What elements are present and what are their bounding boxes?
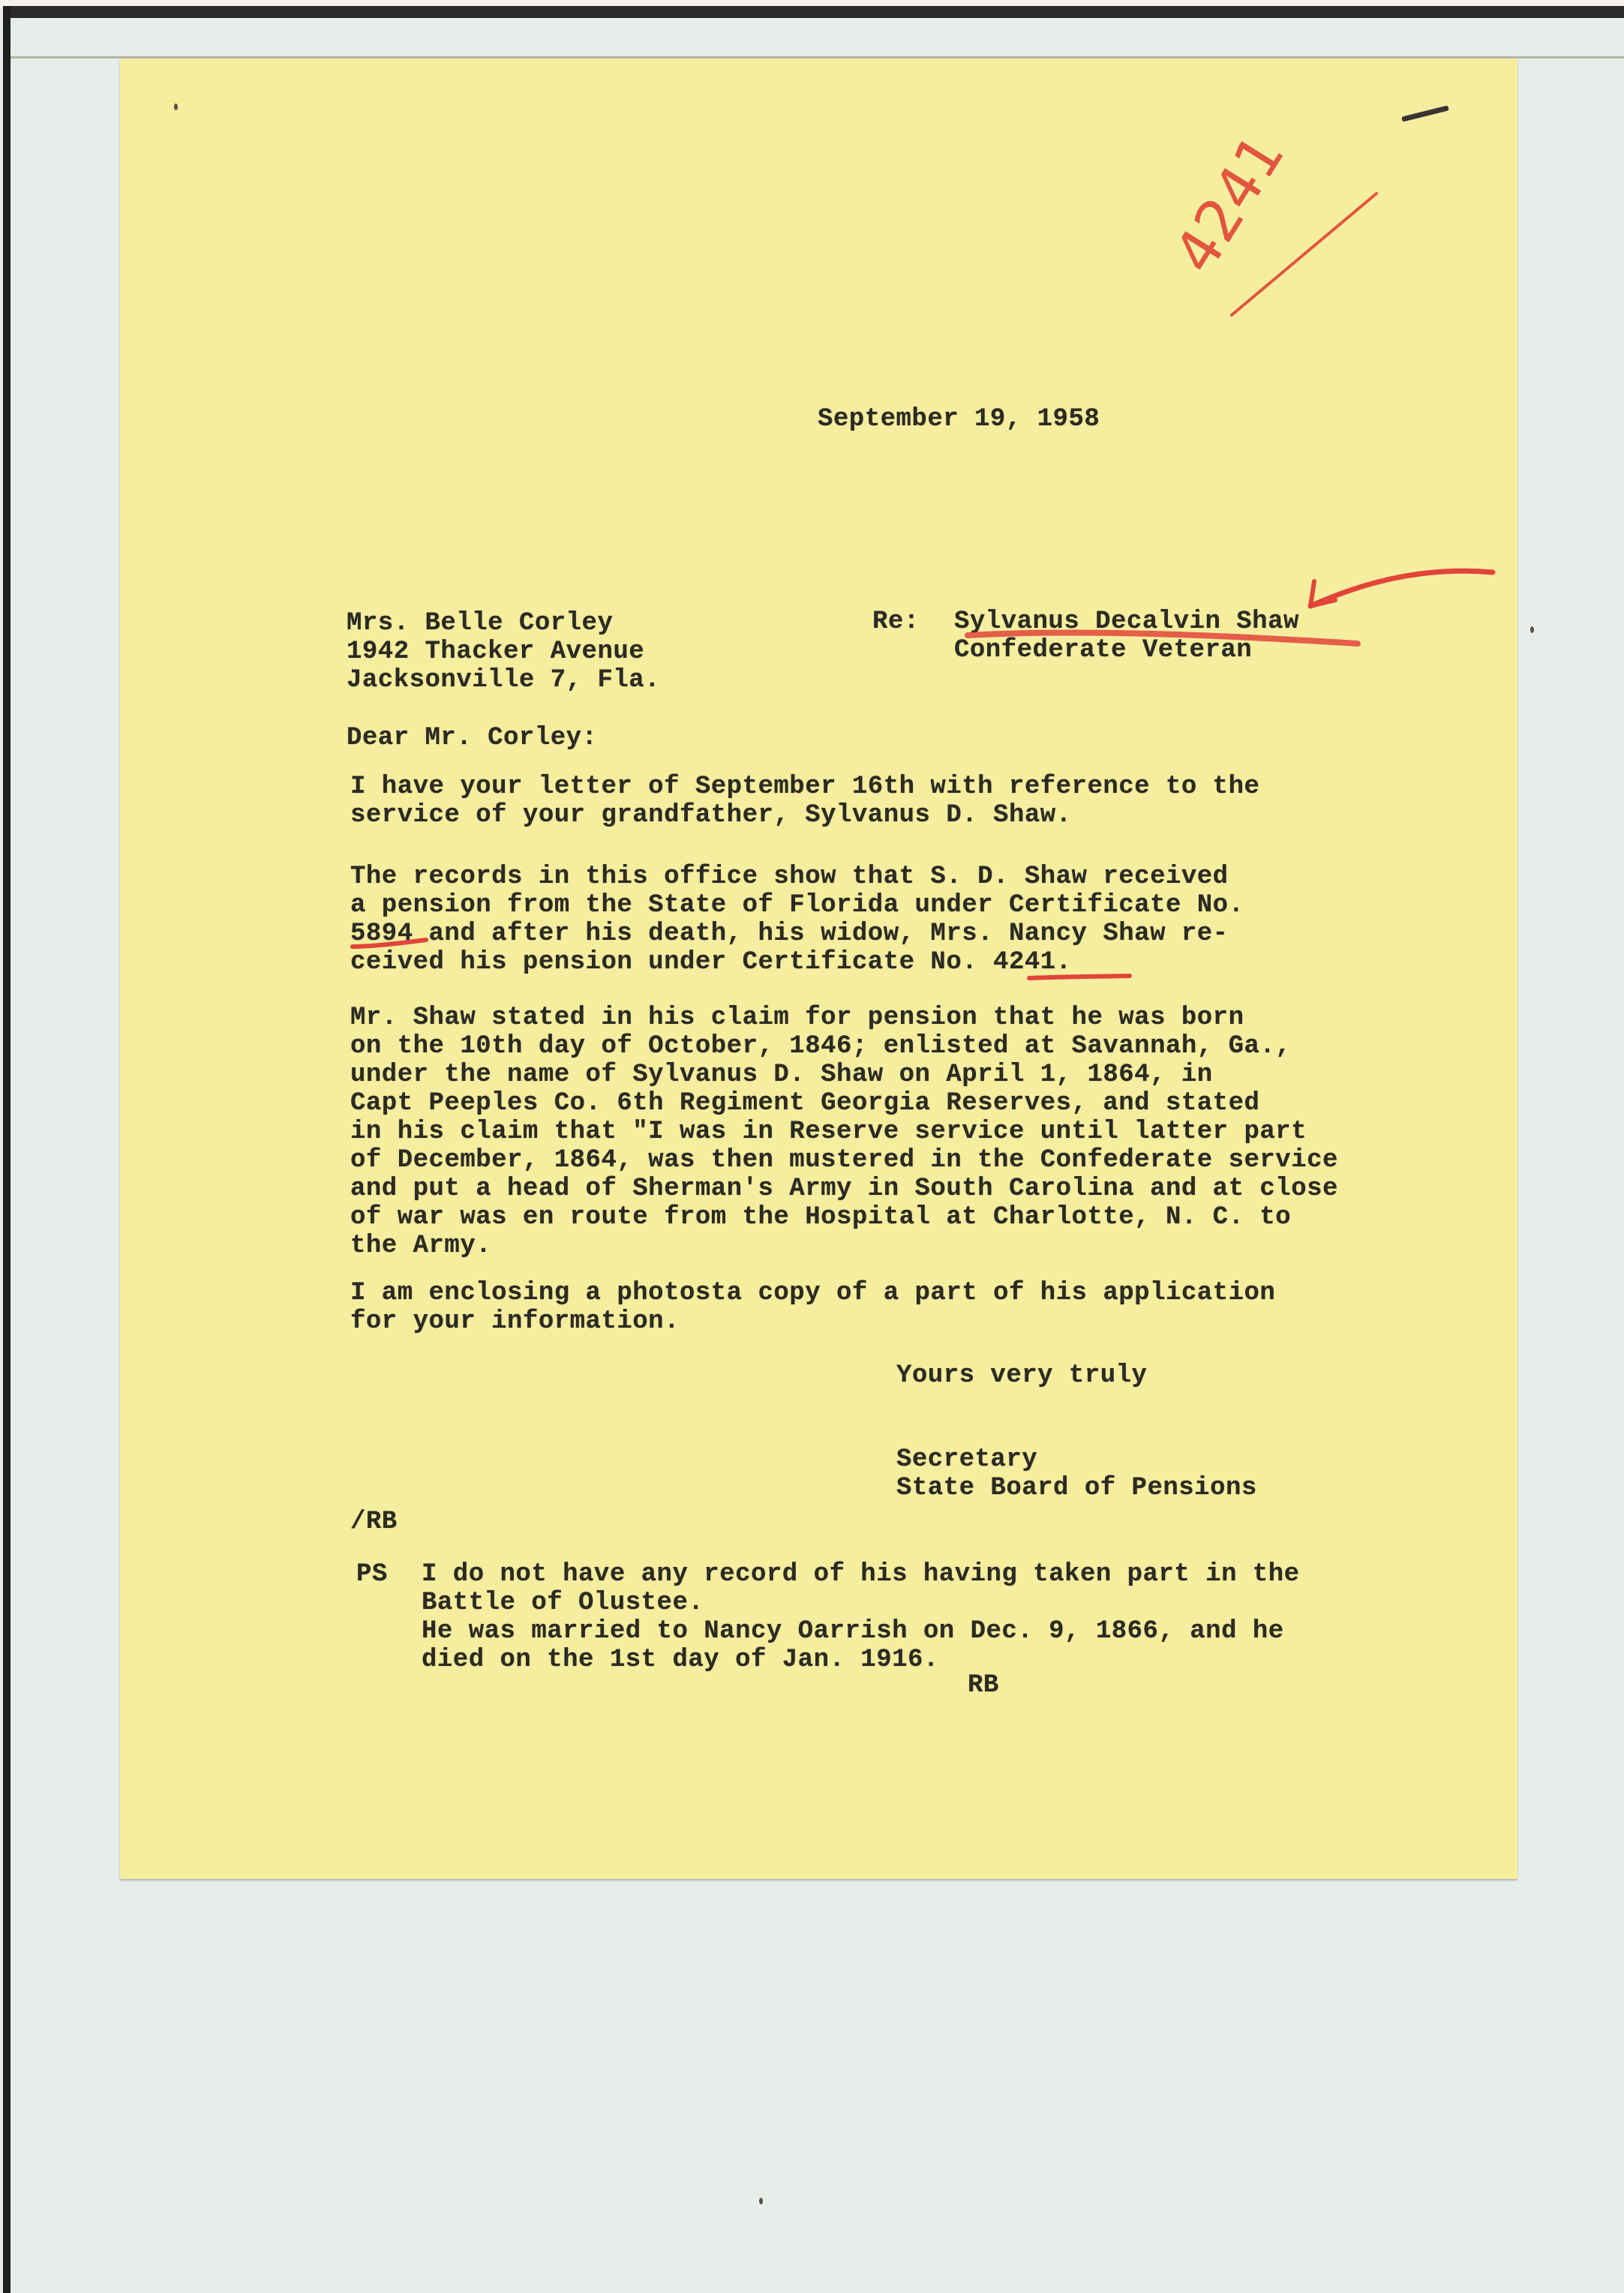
letter-date: September 19, 1958 [818, 405, 1100, 434]
reference-label: Re: [872, 608, 920, 636]
speck [1530, 626, 1534, 633]
reference-description: Confederate Veteran [954, 636, 1253, 665]
postscript-label: PS [356, 1560, 388, 1589]
recipient-city: Jacksonville 7, Fla. [347, 666, 661, 695]
postscript-initials: RB [968, 1671, 999, 1700]
typist-initials: /RB [350, 1508, 398, 1536]
signature-title: Secretary [896, 1445, 1038, 1474]
recipient-address [347, 609, 660, 695]
salutation: Dear Mr. Corley: [347, 724, 598, 752]
scanner-frame-top [6, 6, 1624, 18]
recipient-street: 1942 Thacker Avenue [347, 638, 645, 666]
body-paragraph-4: I am enclosing a photosta copy of a part of his application for your information. [350, 1279, 1276, 1336]
body-paragraph-1: I have your letter of September 16th with reference to the service of your grandfather, Sylvanus D. Shaw. [350, 773, 1260, 830]
body-paragraph-2: The records in this office show that S. D. Shaw received a pension from the State of Florida under Certificate No. 5894 and after his death, his widow, Mrs. Nancy Shaw re- ceived his pension under Certificate No. 4241. [350, 863, 1244, 977]
speck [759, 2198, 763, 2204]
scanner-frame-left [3, 6, 11, 2293]
reference-subject [954, 608, 1299, 665]
signature-block [896, 1445, 1257, 1502]
closing: Yours very truly [896, 1361, 1148, 1390]
body-paragraph-3: Mr. Shaw stated in his claim for pension that he was born on the 10th day of October, 1846; enlisted at Savannah, Ga., under the name of Sylvanus D. Shaw on April 1, 1864, in Capt Peeples Co. 6th Regiment Georgia Reserves, and stated in his claim that "I was in Reserve service until latter part of December, 1864, was then mustered in the Confederate service and put a head of Sherman's Army in South Carolina and at close of war was en route from the Hospital at Charlotte, N. C. to the Army. [350, 1004, 1338, 1260]
recipient-name: Mrs. Belle Corley [347, 609, 614, 638]
signature-office: State Board of Pensions [896, 1474, 1257, 1502]
speck [174, 104, 178, 110]
postscript-text: I do not have any record of his having taken part in the Battle of Olustee. He was married to Nancy Oarrish on Dec. 9, 1866, and he died on the 1st day of Jan. 1916. [422, 1560, 1300, 1674]
reference-name: Sylvanus Decalvin Shaw [954, 608, 1299, 636]
handwritten-certificate-number: 4241 [1161, 122, 1298, 285]
